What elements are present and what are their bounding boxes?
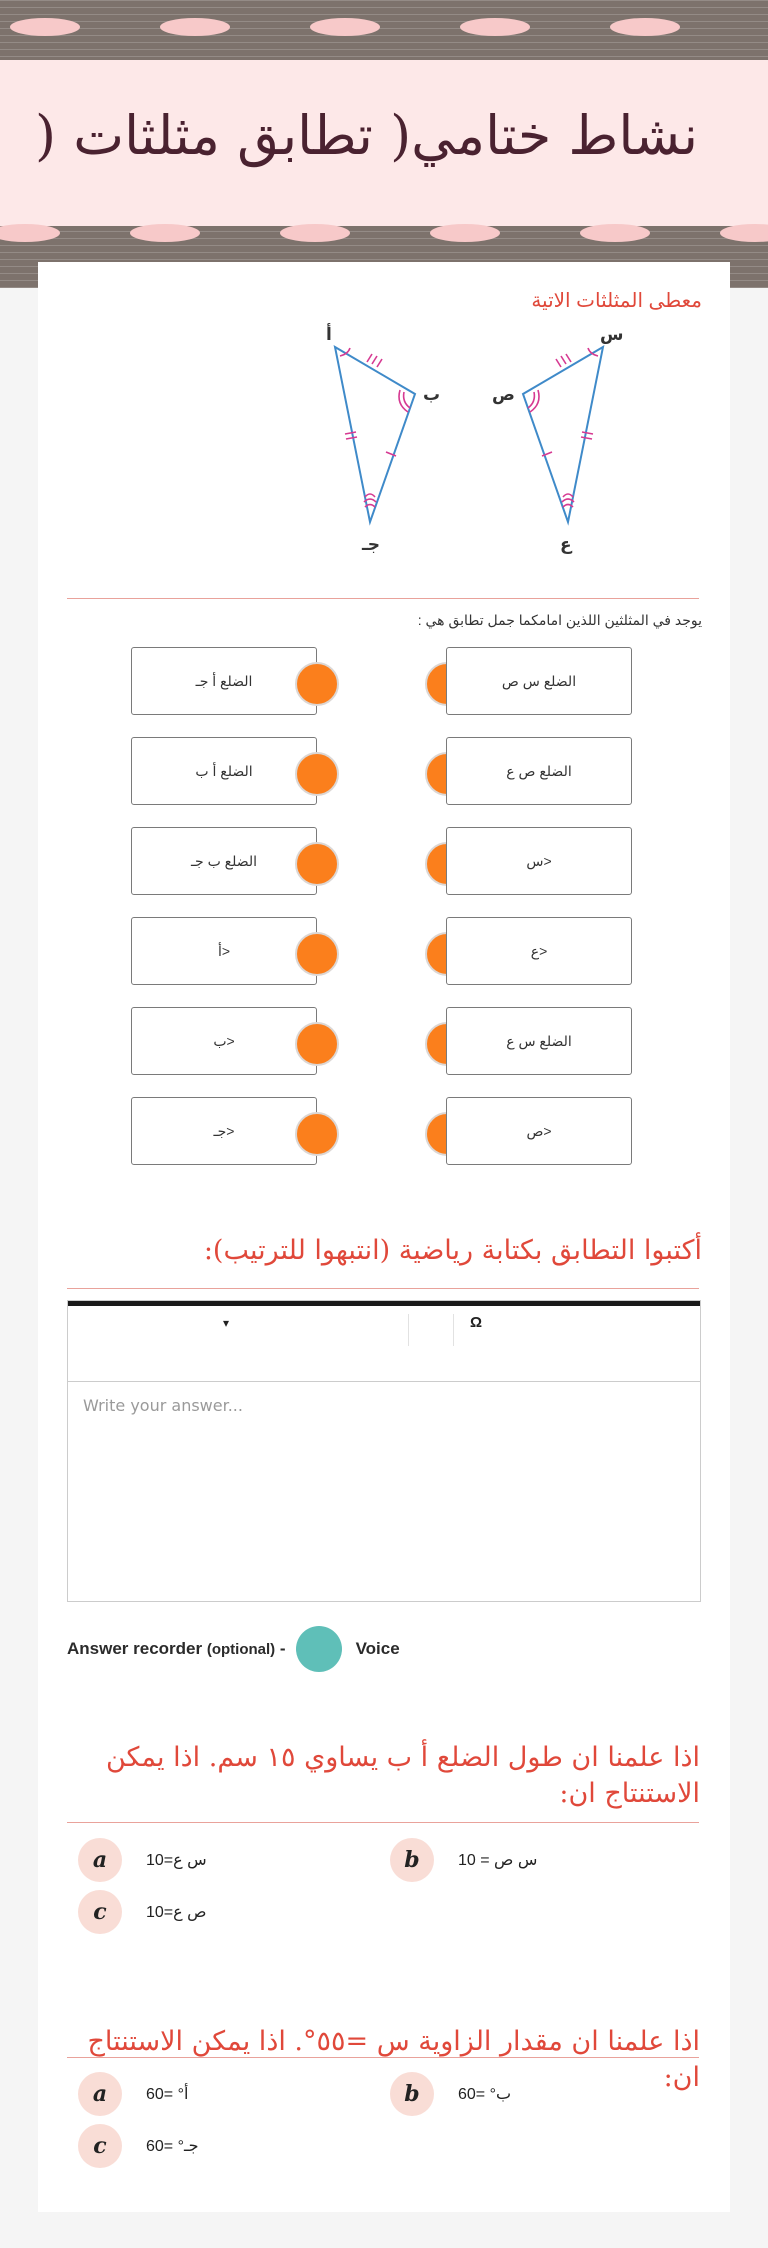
figure-section-label: معطى المثلثات الاتية	[531, 290, 702, 312]
option-text: س ص = 10	[458, 1852, 538, 1869]
omega-icon[interactable]: Ω	[470, 1314, 483, 1331]
match-left-item-2[interactable]: الضلع أ ب	[131, 737, 317, 805]
match-left-dot-3[interactable]	[295, 842, 339, 886]
question-1-option-b[interactable]	[390, 1838, 537, 1882]
option-text: س ع=10	[146, 1852, 207, 1869]
question-2-option-b[interactable]	[390, 2072, 511, 2116]
answer-editor	[67, 1300, 701, 1602]
question-2-option-a[interactable]	[78, 2072, 188, 2116]
option-letter-c: c	[78, 1890, 122, 1934]
vertex-label-a: أ	[326, 325, 332, 345]
divider	[67, 1822, 699, 1823]
vertex-label-c: جـ	[362, 535, 381, 555]
option-text: أ° =60	[146, 2086, 189, 2103]
dropdown-caret-icon[interactable]: ▾	[223, 1316, 230, 1330]
worksheet-card	[38, 262, 730, 2212]
voice-label: Voice	[355, 1639, 400, 1658]
match-left-dot-1[interactable]	[295, 662, 339, 706]
divider	[67, 598, 699, 599]
match-left-item-3[interactable]: الضلع ب جـ	[131, 827, 317, 895]
match-right-item-4[interactable]: <ع	[446, 917, 632, 985]
match-left-dot-4[interactable]	[295, 932, 339, 976]
option-text: ب° =60	[458, 2086, 512, 2103]
editor-toolbar	[68, 1306, 700, 1382]
vertex-label-ain: ع	[560, 535, 572, 555]
match-right-item-6[interactable]: <ص	[446, 1097, 632, 1165]
match-left-dot-5[interactable]	[295, 1022, 339, 1066]
option-letter-b: b	[390, 2072, 434, 2116]
question-2-option-c[interactable]	[78, 2124, 199, 2168]
vertex-label-sad: ص	[492, 385, 515, 405]
hearts-decoration-top	[0, 18, 768, 48]
triangles-figure	[320, 322, 640, 592]
question-1-option-a[interactable]	[78, 1838, 207, 1882]
answer-recorder	[67, 1626, 400, 1672]
option-text: ص ع=10	[146, 1904, 207, 1921]
hearts-decoration-bottom	[0, 224, 768, 254]
match-right-item-5[interactable]: الضلع س ع	[446, 1007, 632, 1075]
record-button[interactable]	[296, 1626, 342, 1672]
match-right-item-2[interactable]: الضلع ص ع	[446, 737, 632, 805]
match-left-dot-2[interactable]	[295, 752, 339, 796]
vertex-label-s: س	[600, 325, 624, 345]
recorder-label: Answer recorder (optional) -	[67, 1639, 286, 1658]
option-letter-a: a	[78, 1838, 122, 1882]
option-letter-c: c	[78, 2124, 122, 2168]
option-letter-a: a	[78, 2072, 122, 2116]
question-1-option-c[interactable]	[78, 1890, 206, 1934]
page-title: نشاط ختامي( تطابق مثلثات (	[35, 104, 698, 167]
match-right-item-3[interactable]: <س	[446, 827, 632, 895]
vertex-label-b: ب	[423, 385, 441, 405]
option-letter-b: b	[390, 1838, 434, 1882]
write-section-prompt: أكتبوا التطابق بكتابة رياضية (انتبهوا للترتيب):	[203, 1235, 702, 1266]
question-1-title: اذا علمنا ان طول الضلع أ ب يساوي ١٥ سم. اذا يمكن الاستنتاج ان:	[105, 1742, 700, 1809]
divider	[67, 1288, 699, 1289]
matching-prompt: يوجد في المثلثين اللذين امامكما جمل تطابق هي :	[417, 612, 702, 628]
divider	[67, 2057, 699, 2058]
question-2-title: اذا علمنا ان مقدار الزاوية س =٥٥°. اذا يمكن الاستنتاج ان:	[87, 2026, 700, 2093]
match-left-item-4[interactable]: <أ	[131, 917, 317, 985]
match-left-item-1[interactable]: الضلع أ جـ	[131, 647, 317, 715]
match-left-item-5[interactable]: <ب	[131, 1007, 317, 1075]
match-right-item-1[interactable]: الضلع س ص	[446, 647, 632, 715]
match-left-item-6[interactable]: <جـ	[131, 1097, 317, 1165]
match-left-dot-6[interactable]	[295, 1112, 339, 1156]
answer-textarea[interactable]	[68, 1382, 700, 1600]
option-text: جـ° =60	[146, 2138, 199, 2155]
